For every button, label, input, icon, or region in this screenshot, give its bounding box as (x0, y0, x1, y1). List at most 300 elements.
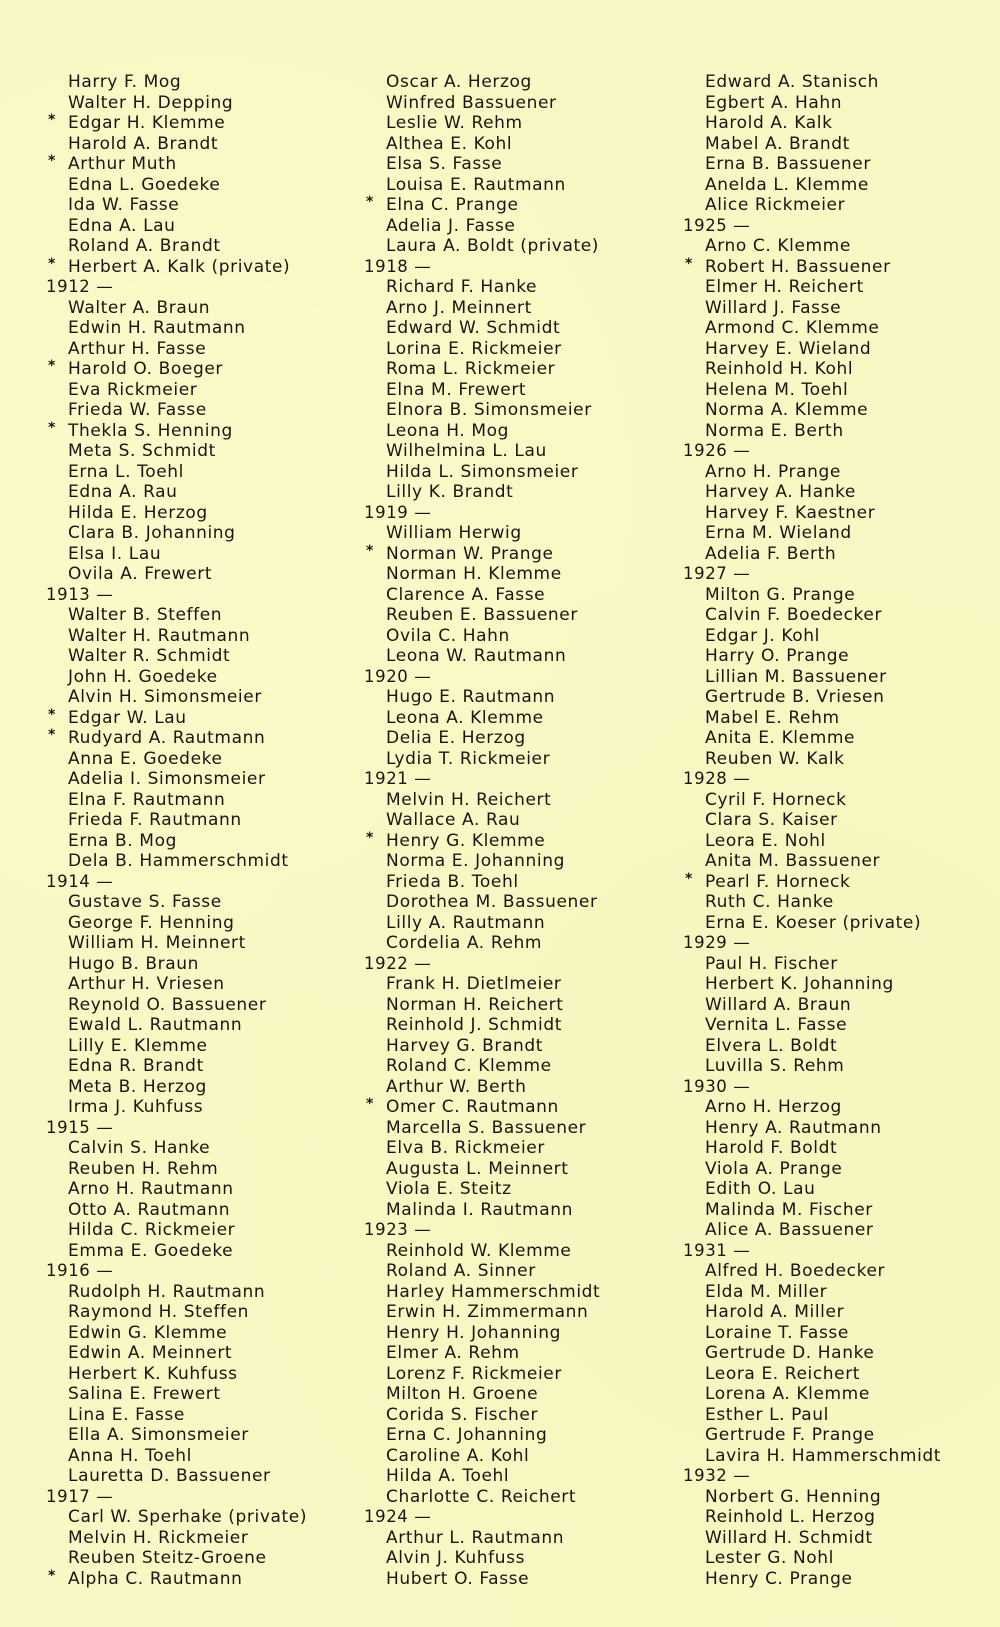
year-heading (683, 933, 941, 954)
person-name: Reuben E. Bassuener (386, 605, 578, 625)
person-name: Ewald L. Rautmann (68, 1015, 243, 1035)
year-label: 1912 — (46, 277, 114, 296)
list-item (683, 1405, 941, 1426)
list-item (683, 1302, 941, 1323)
list-item (683, 1507, 941, 1528)
person-name: Rudyard A. Rautmann (68, 728, 266, 748)
person-name: Hubert O. Fasse (386, 1568, 530, 1589)
person-name: Norman H. Reichert (386, 994, 564, 1015)
list-item (46, 1384, 307, 1405)
list-item (683, 195, 941, 216)
person-name: Malinda I. Rautmann (386, 1199, 573, 1220)
person-name: Arthur L. Rautmann (386, 1527, 565, 1548)
list-item (46, 1302, 307, 1323)
person-name: Lilly E. Klemme (68, 1035, 208, 1056)
list-item (683, 974, 941, 995)
person-name: Paul H. Fischer (705, 953, 838, 974)
year-label: 1931 — (683, 1240, 751, 1260)
person-name: Calvin F. Boedecker (705, 605, 883, 625)
person-name: Charlotte C. Reichert (386, 1486, 577, 1507)
year-label: 1917 — (46, 1486, 114, 1506)
list-item (46, 1056, 307, 1077)
list-item (364, 831, 600, 852)
list-item (364, 544, 600, 565)
list-item (364, 1056, 600, 1077)
list-item (683, 605, 941, 626)
person-name: Elda M. Miller (705, 1281, 828, 1302)
list-item (364, 421, 600, 442)
year-label: 1932 — (683, 1466, 751, 1485)
list-item (46, 1405, 307, 1426)
list-item (683, 1200, 941, 1221)
person-name: Melvin H. Rickmeier (68, 1527, 249, 1548)
person-name: Arno H. Prange (705, 461, 841, 482)
list-item (364, 1179, 600, 1200)
list-item (683, 687, 941, 708)
person-name: Clara S. Kaiser (705, 810, 838, 830)
list-item (46, 1200, 307, 1221)
list-item (46, 175, 307, 196)
list-item (683, 154, 941, 175)
person-name: Eva Rickmeier (68, 379, 198, 400)
list-item (46, 72, 307, 93)
list-item (683, 318, 941, 339)
year-label: 1920 — (364, 666, 432, 686)
list-item (683, 626, 941, 647)
list-item (364, 687, 600, 708)
column-2 (364, 72, 600, 1589)
person-name: Lina E. Fasse (68, 1404, 185, 1425)
person-name: Alice Rickmeier (705, 195, 846, 215)
person-name: Leslie W. Rehm (386, 113, 523, 133)
list-item (364, 1159, 600, 1180)
person-name: Herbert K. Johanning (705, 974, 894, 994)
list-item (364, 113, 600, 134)
list-item (46, 564, 307, 585)
person-name: Elsa I. Lau (68, 543, 162, 564)
list-item (46, 1077, 307, 1098)
year-heading (683, 564, 941, 585)
person-name: Frieda F. Rautmann (68, 810, 242, 830)
list-item (46, 1446, 307, 1467)
list-item (364, 93, 600, 114)
person-name: Erwin H. Zimmermann (386, 1302, 589, 1322)
list-item (46, 892, 307, 913)
list-item (683, 585, 941, 606)
list-item (683, 728, 941, 749)
person-name: Norma E. Berth (705, 420, 844, 441)
year-label: 1926 — (683, 441, 751, 460)
person-name: Lorenz F. Rickmeier (386, 1363, 562, 1384)
list-item (364, 1282, 600, 1303)
list-item (364, 790, 600, 811)
person-name: Roland C. Klemme (386, 1056, 552, 1076)
list-item (683, 1179, 941, 1200)
person-name: Harry O. Prange (705, 646, 850, 666)
person-name: Alvin H. Simonsmeier (68, 687, 262, 707)
list-item (46, 667, 307, 688)
person-name: Gustave S. Fasse (68, 892, 222, 912)
person-name: Lavira H. Hammerschmidt (705, 1445, 942, 1466)
person-name: Elvera L. Boldt (705, 1035, 838, 1056)
person-name: Leora E. Nohl (705, 830, 826, 851)
asterisk-marker-icon: * (366, 194, 374, 210)
list-item (683, 134, 941, 155)
list-item (683, 831, 941, 852)
person-name: Edwin G. Klemme (68, 1322, 228, 1343)
person-name: Henry A. Rautmann (705, 1117, 882, 1138)
list-item (364, 564, 600, 585)
column-3 (683, 72, 941, 1589)
list-item (364, 134, 600, 155)
list-item (364, 1036, 600, 1057)
person-name: Mabel A. Brandt (705, 133, 850, 154)
list-item (683, 1220, 941, 1241)
list-item (46, 1425, 307, 1446)
list-item (683, 646, 941, 667)
list-item (46, 995, 307, 1016)
list-item (683, 810, 941, 831)
list-item (46, 1364, 307, 1385)
list-item (364, 1446, 600, 1467)
year-label: 1925 — (683, 215, 751, 235)
person-name: Alfred H. Boedecker (705, 1261, 886, 1281)
person-name: Winfred Bassuener (386, 92, 557, 113)
list-item (46, 1343, 307, 1364)
list-item (364, 810, 600, 831)
list-item (364, 1548, 600, 1569)
person-name: Thekla S. Henning (68, 420, 233, 441)
year-heading (683, 216, 941, 237)
list-item (364, 892, 600, 913)
asterisk-marker-icon: * (366, 1096, 374, 1112)
person-name: Elva B. Rickmeier (386, 1138, 545, 1158)
person-name: Ruth C. Hanke (705, 892, 834, 912)
person-name: Pearl F. Horneck (705, 871, 851, 892)
person-name: Raymond H. Steffen (68, 1302, 250, 1322)
list-item (683, 1446, 941, 1467)
person-name: Roland A. Sinner (386, 1261, 536, 1281)
person-name: Lauretta D. Bassuener (68, 1466, 271, 1486)
list-item (46, 1036, 307, 1057)
person-name: Norman W. Prange (386, 543, 554, 564)
person-name: Adelia F. Berth (705, 543, 837, 564)
person-name: Elmer A. Rehm (386, 1343, 520, 1363)
list-item (46, 216, 307, 237)
list-item (46, 1220, 307, 1241)
list-item (683, 851, 941, 872)
list-item (46, 1282, 307, 1303)
person-name: Clarence A. Fasse (386, 584, 546, 605)
year-label: 1921 — (364, 769, 432, 788)
list-item (46, 708, 307, 729)
person-name: Elna M. Frewert (386, 379, 527, 400)
list-item (46, 810, 307, 831)
list-item (683, 72, 941, 93)
list-item (364, 974, 600, 995)
list-item (364, 216, 600, 237)
year-heading (683, 769, 941, 790)
person-name: Lillian M. Bassuener (705, 666, 887, 687)
person-name: Edwin H. Rautmann (68, 318, 246, 338)
person-name: Loraine T. Fasse (705, 1322, 849, 1343)
person-name: Reinhold H. Kohl (705, 359, 854, 379)
year-heading (46, 277, 307, 298)
list-item (46, 482, 307, 503)
list-item (364, 1364, 600, 1385)
person-name: Calvin S. Hanke (68, 1138, 211, 1158)
list-item (364, 1077, 600, 1098)
list-item (683, 1036, 941, 1057)
person-name: Willard H. Schmidt (705, 1527, 873, 1548)
person-name: Malinda M. Fischer (705, 1199, 873, 1220)
person-name: Salina E. Frewert (68, 1384, 221, 1404)
year-heading (46, 872, 307, 893)
person-name: Walter H. Depping (68, 92, 234, 113)
list-item (683, 113, 941, 134)
person-name: Herbert K. Kuhfuss (68, 1363, 238, 1384)
person-name: Henry C. Prange (705, 1568, 853, 1589)
list-item (364, 72, 600, 93)
person-name: Arthur Muth (68, 154, 177, 174)
list-item (364, 1118, 600, 1139)
year-heading (364, 667, 600, 688)
person-name: Richard F. Hanke (386, 277, 538, 297)
list-item (46, 749, 307, 770)
list-item (46, 195, 307, 216)
person-name: Harvey G. Brandt (386, 1035, 544, 1056)
list-item (46, 1569, 307, 1590)
person-name: Delia E. Herzog (386, 728, 526, 748)
list-item (46, 462, 307, 483)
person-name: Erna B. Bassuener (705, 154, 871, 174)
list-item (683, 790, 941, 811)
year-heading (46, 1487, 307, 1508)
asterisk-marker-icon: * (366, 542, 374, 559)
asterisk-marker-icon: * (685, 870, 693, 887)
person-name: Egbert A. Hahn (705, 92, 843, 113)
person-name: Esther L. Paul (705, 1404, 829, 1425)
asterisk-marker-icon: * (685, 255, 693, 272)
person-name: Arno H. Herzog (705, 1097, 842, 1117)
list-item (364, 995, 600, 1016)
person-name: Ovila C. Hahn (386, 625, 510, 646)
list-item (46, 441, 307, 462)
person-name: Harold A. Brandt (68, 133, 219, 154)
list-item (46, 257, 307, 278)
person-name: Erna M. Wieland (705, 523, 852, 543)
person-name: Frieda B. Toehl (386, 871, 519, 892)
asterisk-marker-icon: * (48, 727, 56, 743)
person-name: William Herwig (386, 523, 522, 543)
list-item (683, 482, 941, 503)
person-name: Harvey F. Kaestner (705, 502, 876, 523)
year-label: 1923 — (364, 1220, 432, 1239)
person-name: Norman H. Klemme (386, 564, 562, 584)
person-name: Rudolph H. Rautmann (68, 1281, 266, 1302)
list-item (683, 1138, 941, 1159)
asterisk-marker-icon: * (48, 358, 56, 374)
list-item (683, 1364, 941, 1385)
list-item (683, 1323, 941, 1344)
person-name: Reuben W. Kalk (705, 748, 845, 769)
list-item (46, 380, 307, 401)
year-label: 1914 — (46, 871, 114, 891)
person-name: Adelia I. Simonsmeier (68, 769, 266, 789)
list-item (364, 1343, 600, 1364)
list-item (46, 646, 307, 667)
asterisk-marker-icon: * (48, 153, 56, 169)
list-item (683, 93, 941, 114)
list-item (683, 1343, 941, 1364)
person-name: Lorina E. Rickmeier (386, 338, 562, 359)
person-name: Hilda A. Toehl (386, 1466, 510, 1486)
list-item (364, 708, 600, 729)
person-name: Frieda W. Fasse (68, 400, 207, 420)
list-item (683, 892, 941, 913)
year-heading (46, 585, 307, 606)
person-name: Hilda C. Rickmeier (68, 1220, 236, 1240)
person-name: Harold A. Miller (705, 1302, 845, 1322)
list-item (683, 1487, 941, 1508)
person-name: Irma J. Kuhfuss (68, 1097, 204, 1117)
list-item (46, 769, 307, 790)
person-name: Walter B. Steffen (68, 605, 223, 625)
year-heading (683, 1077, 941, 1098)
person-name: Mabel E. Rehm (705, 707, 840, 728)
person-name: Melvin H. Reichert (386, 789, 552, 810)
asterisk-marker-icon: * (48, 706, 56, 723)
list-item (683, 954, 941, 975)
person-name: Lester G. Nohl (705, 1548, 835, 1568)
list-item (683, 503, 941, 524)
person-name: Alpha C. Rautmann (68, 1568, 243, 1589)
list-item (46, 974, 307, 995)
list-item (46, 954, 307, 975)
list-item (46, 134, 307, 155)
list-item (364, 298, 600, 319)
list-item (364, 1241, 600, 1262)
list-item (364, 1138, 600, 1159)
list-item (683, 1425, 941, 1446)
person-name: Hugo B. Braun (68, 953, 200, 974)
person-name: Elna C. Prange (386, 195, 519, 215)
list-item (46, 113, 307, 134)
person-name: Edna A. Lau (68, 215, 176, 236)
list-item (364, 195, 600, 216)
list-item (364, 728, 600, 749)
list-item (364, 523, 600, 544)
person-name: Anna E. Goedeke (68, 748, 223, 769)
person-name: Roland A. Brandt (68, 236, 221, 256)
list-item (364, 913, 600, 934)
person-name: Leona W. Rautmann (386, 646, 567, 666)
list-item (683, 380, 941, 401)
list-item (364, 1302, 600, 1323)
list-item (46, 605, 307, 626)
list-item (46, 626, 307, 647)
list-item (364, 462, 600, 483)
person-name: Edwin A. Meinnert (68, 1343, 233, 1363)
person-name: Dorothea M. Bassuener (386, 892, 598, 912)
person-name: Adelia J. Fasse (386, 215, 516, 236)
person-name: Reuben Steitz-Groene (68, 1548, 267, 1568)
person-name: Norma E. Johanning (386, 851, 565, 871)
person-name: Cyril F. Horneck (705, 789, 847, 810)
year-heading (364, 954, 600, 975)
list-item (364, 175, 600, 196)
list-item (683, 1548, 941, 1569)
list-item (364, 1200, 600, 1221)
list-item (683, 749, 941, 770)
person-name: Norma A. Klemme (705, 400, 869, 420)
list-item (683, 1159, 941, 1180)
list-item (683, 523, 941, 544)
person-name: Clara B. Johanning (68, 523, 236, 543)
person-name: Erna B. Mog (68, 830, 177, 851)
list-item (46, 1323, 307, 1344)
person-name: Herbert A. Kalk (private) (68, 256, 291, 277)
person-name: Arthur W. Berth (386, 1076, 527, 1097)
person-name: Reinhold J. Schmidt (386, 1015, 562, 1035)
list-item (46, 831, 307, 852)
person-name: Armond C. Klemme (705, 318, 880, 338)
list-item (683, 339, 941, 360)
person-name: Henry H. Johanning (386, 1322, 562, 1343)
person-name: Corida S. Fischer (386, 1404, 539, 1425)
person-name: Erna E. Koeser (private) (705, 912, 922, 933)
person-name: Marcella S. Bassuener (386, 1117, 587, 1138)
year-heading (364, 257, 600, 278)
list-item (683, 667, 941, 688)
list-item (46, 236, 307, 257)
person-name: Walter H. Rautmann (68, 625, 251, 646)
list-item (364, 605, 600, 626)
person-name: Louisa E. Rautmann (386, 174, 566, 195)
list-item (364, 749, 600, 770)
list-item (46, 544, 307, 565)
list-item (683, 277, 941, 298)
person-name: Milton H. Groene (386, 1384, 539, 1404)
person-name: Ovila A. Frewert (68, 564, 213, 584)
person-name: Anelda L. Klemme (705, 174, 869, 195)
person-name: John H. Goedeke (68, 666, 218, 687)
list-item (46, 421, 307, 442)
list-item (46, 913, 307, 934)
list-item (683, 298, 941, 319)
list-item (364, 1384, 600, 1405)
person-name: Luvilla S. Rehm (705, 1056, 845, 1076)
asterisk-marker-icon: * (48, 112, 56, 128)
person-name: Omer C. Rautmann (386, 1097, 559, 1117)
person-name: Gertrude B. Vriesen (705, 687, 885, 707)
list-item (364, 1261, 600, 1282)
list-item (364, 236, 600, 257)
name-list-page (0, 72, 1000, 1612)
person-name: Anna H. Toehl (68, 1445, 192, 1466)
person-name: Lilly A. Rautmann (386, 912, 546, 933)
person-name: Lydia T. Rickmeier (386, 748, 551, 769)
person-name: Helena M. Toehl (705, 379, 849, 400)
person-name: Leona A. Klemme (386, 707, 544, 728)
person-name: Alvin J. Kuhfuss (386, 1548, 526, 1568)
list-item (46, 359, 307, 380)
list-item (364, 1015, 600, 1036)
person-name: Carl W. Sperhake (private) (68, 1507, 308, 1527)
person-name: Althea E. Kohl (386, 133, 513, 154)
person-name: Wallace A. Rau (386, 810, 521, 830)
list-item (683, 1569, 941, 1590)
